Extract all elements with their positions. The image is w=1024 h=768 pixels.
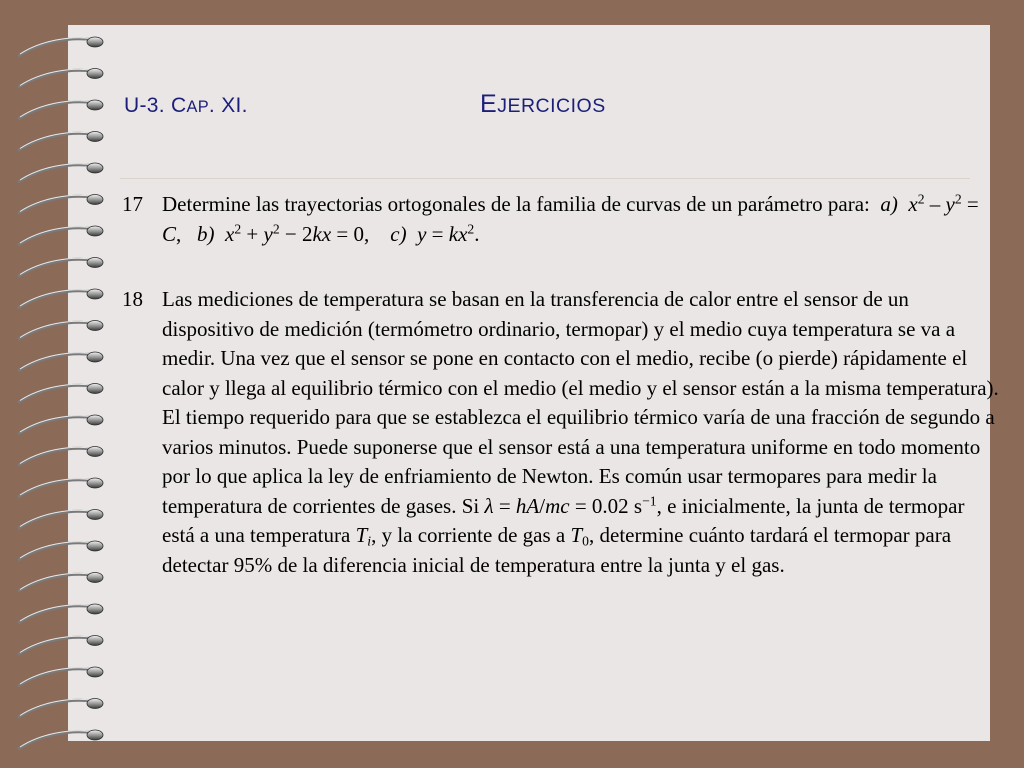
spiral-coil [18,196,95,213]
spiral-ring [87,447,103,457]
spiral-coil [18,574,95,591]
spiral-ring [87,69,103,79]
spiral-coil [18,480,95,497]
spiral-ring [87,37,103,47]
paragraph-2: El tiempo requerido para que se establezca el equilibrio térmico varía de una fracción de segundo a varios minutos. Puede suponerse que el sensor está a una temperatura uniforme en todo momento por lo que aplica la ley de enfriamiento de Newton. Es común usar termopares para medir la temperatura de corrientes de gases. Si λ = hA/mc = 0.02 $s^{-1}$, e inicialmente, la junta de termopar está a una temperatura $T_i$, y la corriente de gas a $T_0$, determine cuánto tardará el termopar para detectar 95% de la diferencia inicial de temperatura entre la junta y el gas. [162,405,995,577]
header-divider [120,178,970,179]
spiral-ring [87,132,103,142]
spiral-coil [18,165,95,182]
unit-chapter-label: U-3. CAP. XI. [124,94,248,117]
spiral-ring [87,384,103,394]
spiral-ring [87,604,103,614]
spiral-coil [18,70,95,87]
spiral-coil [18,102,95,119]
spiral-coil [18,39,95,56]
spiral-ring [87,541,103,551]
exercise-number: 17 [122,192,143,216]
spiral-coil [18,417,95,434]
exercise-17 [120,190,1000,249]
spiral-coil [18,732,95,749]
spiral-coil [18,543,95,560]
spiral-ring [87,573,103,583]
spiral-coil [18,291,95,308]
spiral-binding [0,0,120,768]
exercise-text: Determine las trayectorias ortogonales de la familia de curvas de un parámetro para: a) $x^2 - y^2 = C$, b) $x^2 + y^2 - 2kx = 0$, c) $y = kx^2$. [162,191,979,246]
spiral-ring [87,478,103,488]
spiral-coil [18,259,95,276]
exercise-text [162,285,1000,580]
spiral-ring [87,289,103,299]
page-title: EJERCICIOS [480,90,606,118]
exercise-18 [120,285,1000,580]
spiral-coil [18,322,95,339]
spiral-coil [18,637,95,654]
spiral-ring [87,636,103,646]
spiral-coil [18,448,95,465]
exercise-number: 18 [122,287,143,311]
paragraph-1: Las mediciones de temperatura se basan en la transferencia de calor entre el sensor de un dispositivo de medición (termómetro ordinario, termopar) y el medio cuya temperatura se va a medir. Una vez que el sensor se pone en contacto con el medio, recibe (o pierde) rápidamente el calor y llega al equilibrio térmico con el medio (el medio y el sensor están a la misma temperatura). [162,287,999,400]
spiral-ring [87,667,103,677]
spiral-ring [87,510,103,520]
spiral-ring [87,352,103,362]
spiral-ring [87,415,103,425]
spiral-ring [87,226,103,236]
spiral-coil [18,228,95,245]
spiral-coil [18,511,95,528]
spiral-ring [87,100,103,110]
spiral-coil [18,700,95,717]
spiral-coil [18,133,95,150]
spiral-ring [87,730,103,740]
spiral-coil [18,606,95,623]
spiral-coil [18,385,95,402]
spiral-ring [87,699,103,709]
spiral-ring [87,195,103,205]
spiral-ring [87,163,103,173]
spiral-ring [87,258,103,268]
spiral-coil [18,669,95,686]
spiral-ring [87,321,103,331]
spiral-coil [18,354,95,371]
